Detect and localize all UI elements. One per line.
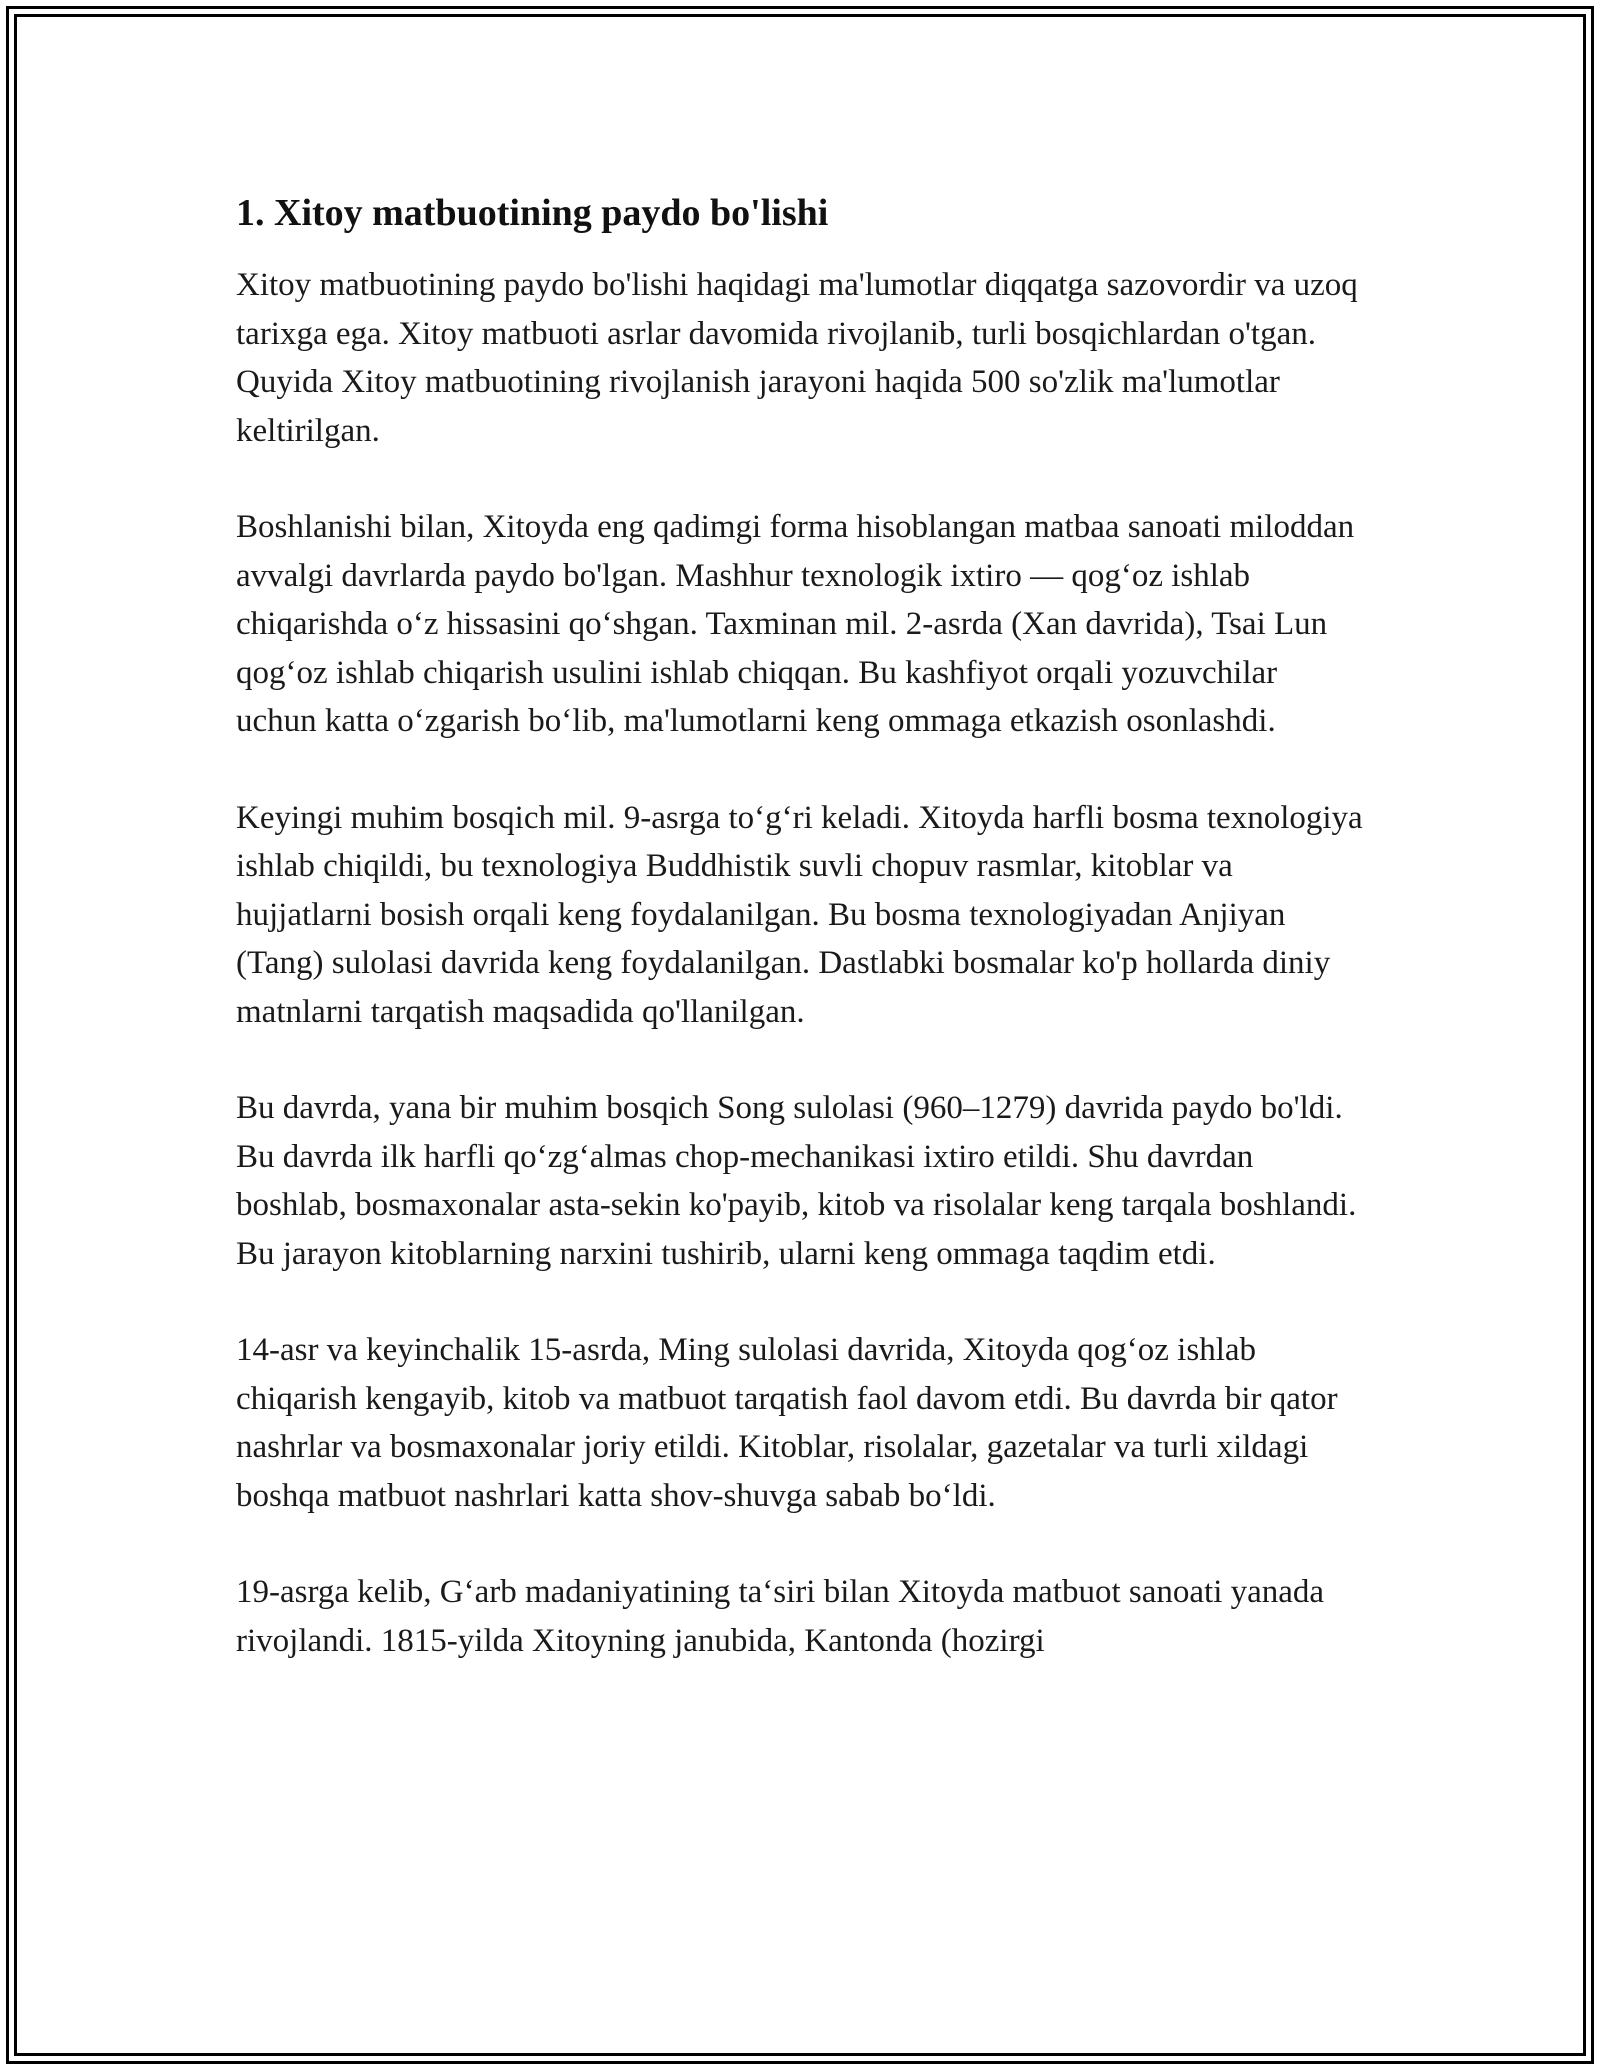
paragraph-19th-century: 19-asrga kelib, G‘arb madaniyatining ta‘siri bilan Xitoyda matbuot sanoati yanada rivojlandi. 1815-yilda Xitoyning janubida, Kantonda (hozirgi	[236, 1574, 1325, 1659]
paragraph-woodblock-printing: Keyingi muhim bosqich mil. 9-asrga to‘g‘ri keladi. Xitoyda harfli bosma texnologiya ishlab chiqildi, bu texnologiya Buddhistik suvli chopuv rasmlar, kitoblar va hujjatlarni bosish orqali keng foydalanilgan. Bu bosma texnologiyadan Anjiyan (Tang) sulolasi davrida keng foydalanilgan. Dastlabki bosmalar ko'p hollarda diniy matnlarni tarqatish maqsadida qo'llanilgan.	[236, 799, 1363, 1030]
paragraph-intro: Xitoy matbuotining paydo bo'lishi haqidagi ma'lumotlar diqqatga sazovordir va uzoq tarixga ega. Xitoy matbuoti asrlar davomida rivojlanib, turli bosqichlardan o'tgan. Quyida Xitoy matbuotining rivojlanish jarayoni haqida 500 so'zlik ma'lumotlar keltirilgan.	[236, 267, 1358, 449]
section-heading: 1. Xitoy matbuotining paydo bo'lishi	[236, 192, 829, 234]
paragraph-song-dynasty: Bu davrda, yana bir muhim bosqich Song sulolasi (960–1279) davrida paydo bo'ldi. Bu davrda ilk harfli qo‘zg‘almas chop-mechanikasi ixtiro etildi. Shu davrdan boshlab, bosmaxonalar asta-sekin ko'payib, kitob va risolalar keng tarqala boshlandi. Bu jarayon kitoblarning narxini tushirib, ularni keng ommaga taqdim etdi.	[236, 1090, 1357, 1272]
paragraph-ming-dynasty: 14-asr va keyinchalik 15-asrda, Ming sulolasi davrida, Xitoyda qog‘oz ishlab chiqarish kengayib, kitob va matbuot tarqatish faol davom etdi. Bu davrda bir qator nashrlar va bosmaxonalar joriy etildi. Kitoblar, risolalar, gazetalar va turli xildagi boshqa matbuot nashrlari katta shov-shuvga sabab bo‘ldi.	[236, 1332, 1338, 1514]
paragraph-paper-invention: Boshlanishi bilan, Xitoyda eng qadimgi forma hisoblangan matbaa sanoati miloddan avvalgi davrlarda paydo bo'lgan. Mashhur texnologik ixtiro — qog‘oz ishlab chiqarishda o‘z hissasini qo‘shgan. Taxminan mil. 2-asrda (Xan davrida), Tsai Lun qog‘oz ishlab chiqarish usulini ishlab chiqqan. Bu kashfiyot orqali yozuvchilar uchun katta o‘zgarish bo‘lib, ma'lumotlarni keng ommaga etkazish osonlashdi.	[236, 509, 1355, 739]
document-body	[236, 185, 1366, 1713]
